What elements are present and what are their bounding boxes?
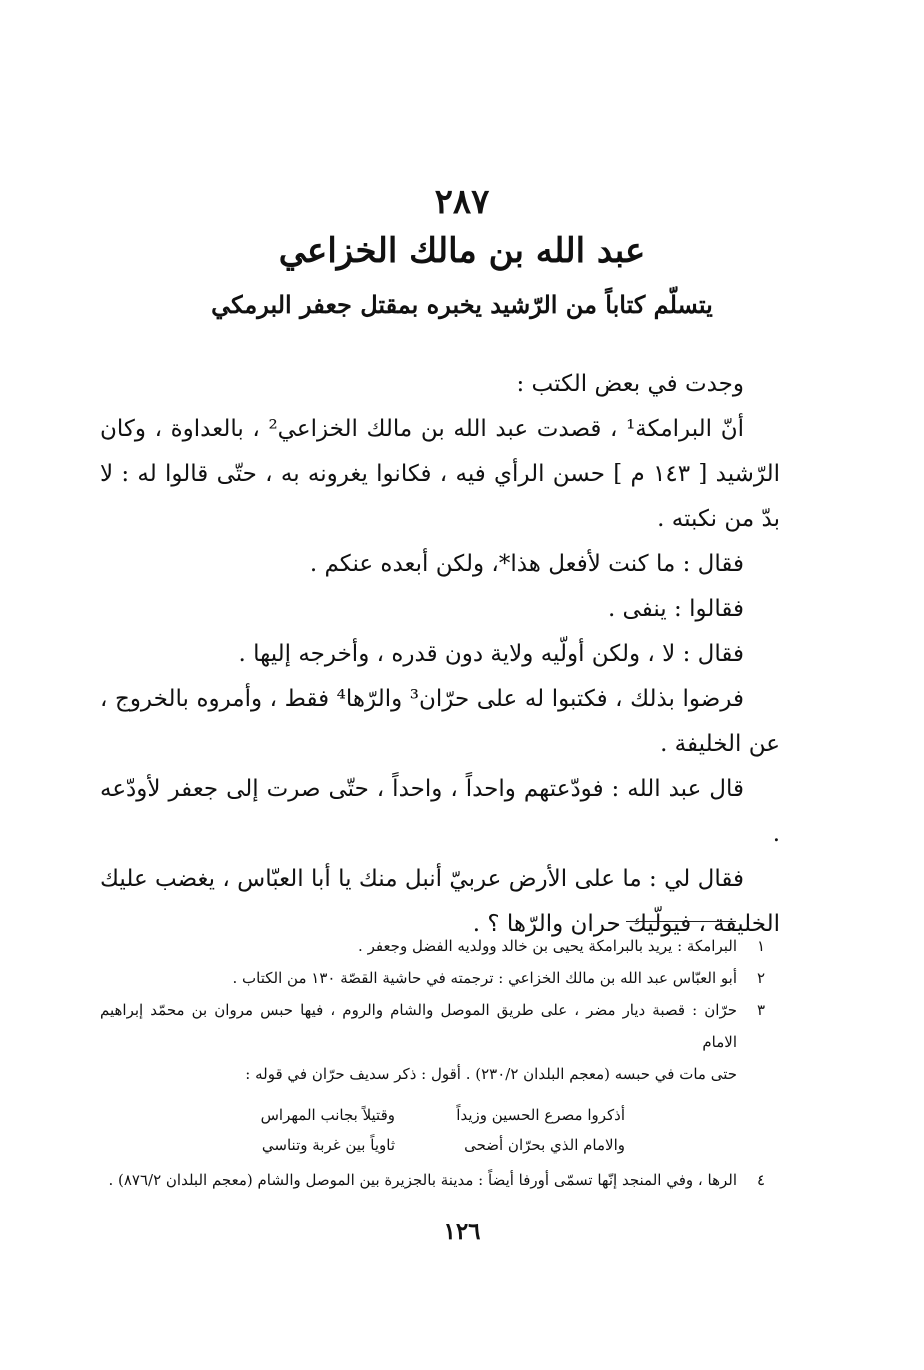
body-paragraph: وجدت في بعض الكتب :	[516, 371, 744, 397]
verse-line	[100, 1100, 625, 1130]
footnote	[100, 962, 765, 994]
footnote-text: الرها ، وفي المنجد إنّها تسمّى أورفا أيضاً : مدينة بالجزيرة بين الموصل والشام (معجم البلدان ٨٧٦/٢) .	[108, 1171, 737, 1189]
body-paragraph: فقالوا : ينفى .	[607, 596, 744, 622]
footnote	[100, 930, 765, 962]
body-paragraph: فرضوا بذلك ، فكتبوا له على حرّان³ والرّها⁴ فقط ، وأمروه بالخروج ، عن الخليفة .	[100, 686, 780, 757]
story-body	[100, 362, 780, 947]
footnote-continuation: حتى مات في حبسه (معجم البلدان ٢٣٠/٢) . أقول : ذكر سديف حرّان في قوله :	[245, 1065, 737, 1083]
verse-second-hemistich: وقتيلاً بجانب المهراس	[260, 1106, 395, 1124]
verse-first-hemistich: والامام الذي بحرّان أضحى	[464, 1136, 625, 1154]
poem-verse	[100, 1100, 765, 1160]
verse-first-hemistich: أذكروا مصرع الحسين وزيداً	[456, 1106, 625, 1124]
footnote-text: حرّان : قصبة ديار مضر ، على طريق الموصل والشام والروم ، فيها حبس مروان بن محمّد إبراهيم الامام	[100, 1001, 737, 1051]
verse-second-hemistich: ثاوياً بين غربة وتناسي	[261, 1136, 395, 1154]
body-paragraph: فقال لي : ما على الأرض عربيّ أنبل منك يا أبا العبّاس ، يغضب عليك الخليفة ، فيولّيك حران والرّها ؟ .	[100, 866, 780, 937]
footnote	[100, 1164, 765, 1196]
footnote	[100, 994, 765, 1058]
footnote-divider	[626, 921, 736, 922]
story-number: ٢٨٧	[434, 182, 490, 222]
story-subtitle: يتسلّم كتاباً من الرّشيد يخبره بمقتل جعفر البرمكي	[211, 290, 713, 319]
verse-line	[100, 1130, 625, 1160]
body-paragraph: أنّ البرامكة¹ ، قصدت عبد الله بن مالك الخزاعي² ، بالعداوة ، وكان الرّشيد [ ١٤٣ م ] حسن الرأي فيه ، فكانوا يغرونه به ، حتّى قالوا له : لا بدّ من نكبته .	[100, 416, 781, 532]
story-title: عبد الله بن مالك الخزاعي	[278, 231, 646, 271]
body-paragraph: فقال : لا ، ولكن أولّيه ولاية دون قدره ، وأخرجه إليها .	[238, 641, 744, 667]
footnote-text: البرامكة : يريد بالبرامكة يحيى بن خالد وولديه الفضل وجعفر .	[358, 937, 737, 955]
footnote-number: ٣	[756, 1001, 765, 1019]
footnote-number: ٢	[756, 969, 765, 987]
body-paragraph: فقال : ما كنت لأفعل هذا*، ولكن أبعده عنكم .	[309, 551, 744, 577]
body-paragraph: قال عبد الله : فودّعتهم واحداً ، واحداً ، حتّى صرت إلى جعفر لأودّعه .	[100, 776, 780, 847]
footnote-number: ١	[756, 937, 765, 955]
footnote-number: ٤	[756, 1171, 765, 1189]
footnote-text: أبو العبّاس عبد الله بن مالك الخزاعي : ترجمته في حاشية القصّة ١٣٠ من الكتاب .	[232, 969, 737, 987]
footnotes	[100, 930, 765, 1196]
page-number: ١٢٦	[443, 1218, 481, 1245]
